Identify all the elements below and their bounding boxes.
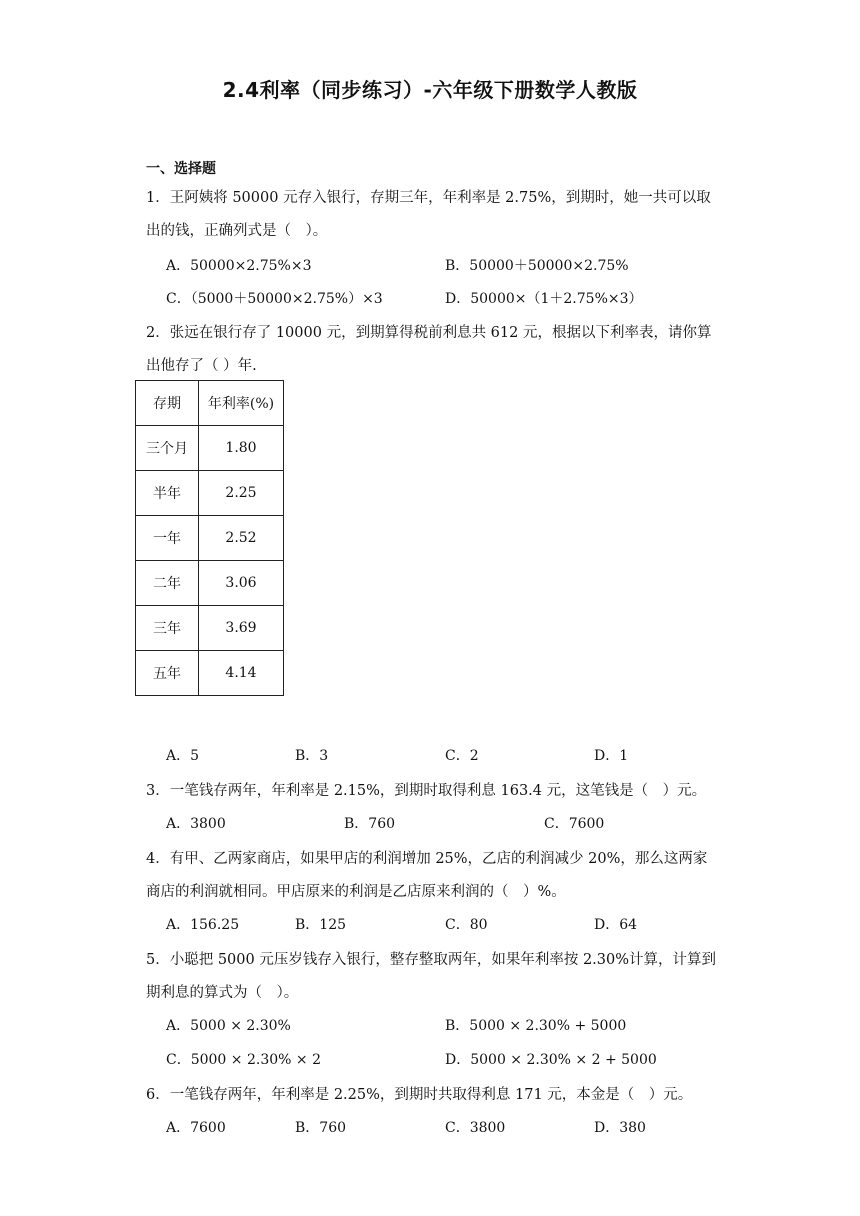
table-header-term: 存期 (136, 381, 199, 426)
question-3-text: 3．一笔钱存两年，年利率是 2.15%，到期时取得利息 163.4 元，这笔钱是（ ）元。 (146, 783, 707, 799)
q5-option-d: D．5000 × 2.30% × 2 + 5000 (445, 1052, 657, 1068)
table-row (136, 471, 284, 516)
table-row (136, 651, 284, 696)
section-heading: 一、选择题 (146, 161, 216, 177)
table-cell-rate: 4.14 (199, 651, 284, 696)
table-cell-term: 二年 (136, 561, 199, 606)
q5-option-c: C．5000 × 2.30% × 2 (166, 1052, 321, 1068)
q5-option-b: B．5000 × 2.30% + 5000 (445, 1018, 627, 1034)
q6-option-a: A．7600 (166, 1120, 226, 1136)
table-cell-term: 三年 (136, 606, 199, 651)
table-cell-rate: 2.25 (199, 471, 284, 516)
q5-option-a: A．5000 × 2.30% (166, 1018, 291, 1034)
question-1-text: 1．王阿姨将 50000 元存入银行，存期三年，年利率是 2.75%，到期时，她一共可以取 (146, 190, 711, 206)
interest-rate-table (135, 380, 284, 696)
question-4-text: 4．有甲、乙两家商店，如果甲店的利润增加 25%，乙店的利润减少 20%，那么这两家 (146, 851, 708, 867)
table-cell-term: 三个月 (136, 426, 199, 471)
table-header-rate: 年利率(%) (199, 381, 284, 426)
q3-option-c: C．7600 (544, 816, 605, 832)
q1-option-c: C．（5000＋50000×2.75%）×3 (166, 291, 383, 307)
table-row (136, 426, 284, 471)
table-row (136, 561, 284, 606)
table-row (136, 516, 284, 561)
table-cell-term: 半年 (136, 471, 199, 516)
q1-option-b: B．50000＋50000×2.75% (445, 258, 629, 274)
q4-option-a: A．156.25 (166, 917, 240, 933)
table-header-row (136, 381, 284, 426)
q3-option-b: B．760 (344, 816, 396, 832)
q6-option-c: C．3800 (445, 1120, 506, 1136)
q2-option-b: B．3 (295, 748, 329, 764)
q4-option-c: C．80 (445, 917, 488, 933)
table-cell-term: 五年 (136, 651, 199, 696)
q2-option-a: A．5 (166, 748, 200, 764)
table-cell-rate: 1.80 (199, 426, 284, 471)
q2-option-d: D．1 (594, 748, 629, 764)
q4-option-b: B．125 (295, 917, 347, 933)
page-title: 2.4利率（同步练习）-六年级下册数学人教版 (222, 78, 638, 102)
q4-option-d: D．64 (594, 917, 638, 933)
question-1-text-cont: 出的钱，正确列式是（ ）。 (146, 223, 328, 239)
q2-option-c: C．2 (445, 748, 479, 764)
q3-option-a: A．3800 (166, 816, 226, 832)
table-cell-rate: 2.52 (199, 516, 284, 561)
q6-option-d: D．380 (594, 1120, 646, 1136)
table-cell-rate: 3.06 (199, 561, 284, 606)
table-cell-rate: 3.69 (199, 606, 284, 651)
question-5-text: 5．小聪把 5000 元压岁钱存入银行，整存整取两年，如果年利率按 2.30%计算，计算到 (146, 952, 717, 968)
question-4-text-cont: 商店的利润就相同。甲店原来的利润是乙店原来利润的（ ）%。 (146, 884, 566, 900)
q1-option-d: D．50000×（1＋2.75%×3） (445, 291, 643, 307)
question-6-text: 6．一笔钱存两年，年利率是 2.25%，到期时共取得利息 171 元，本金是（ ）元。 (146, 1087, 693, 1103)
question-5-text-cont: 期利息的算式为（ ）。 (146, 985, 299, 1001)
table-row (136, 606, 284, 651)
table-cell-term: 一年 (136, 516, 199, 561)
question-2-text: 2．张远在银行存了 10000 元，到期算得税前利息共 612 元，根据以下利率表，请你算 (146, 325, 712, 341)
q6-option-b: B．760 (295, 1120, 347, 1136)
q1-option-a: A．50000×2.75%×3 (166, 258, 312, 274)
question-2-text-cont: 出他存了（ ）年. (146, 358, 257, 374)
